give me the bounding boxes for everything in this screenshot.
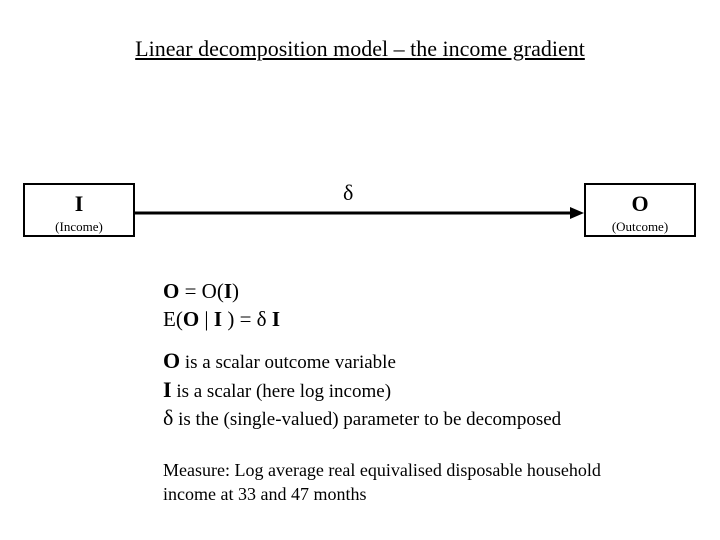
eq2-rhs: I bbox=[271, 307, 280, 331]
arrowhead-icon bbox=[570, 207, 584, 219]
eq2-mid: ) = δ bbox=[222, 307, 272, 331]
definition-delta bbox=[163, 405, 561, 433]
def-delta-symbol: δ bbox=[163, 405, 174, 430]
eq1-lhs: O bbox=[163, 279, 180, 303]
eq2-o: O bbox=[182, 307, 200, 331]
eq2-i: I bbox=[213, 307, 223, 331]
def-i-text: is a scalar (here log income) bbox=[171, 381, 392, 402]
equation-2 bbox=[163, 306, 280, 332]
outcome-label: (Outcome) bbox=[611, 219, 669, 234]
eq1-end: ) bbox=[232, 279, 240, 303]
eq2-pre: E( bbox=[163, 307, 183, 331]
def-o-text: is a scalar outcome variable bbox=[180, 352, 396, 373]
measure-line-1: Measure: Log average real equivalised disposable household bbox=[163, 460, 601, 480]
income-symbol: I bbox=[74, 191, 84, 216]
measure-line-2: income at 33 and 47 months bbox=[163, 484, 367, 504]
definition-income bbox=[163, 377, 391, 405]
equation-1 bbox=[163, 278, 239, 304]
def-delta-text: is the (single-valued) parameter to be decomposed bbox=[173, 409, 562, 430]
income-label: (Income) bbox=[55, 219, 103, 234]
outcome-box bbox=[584, 183, 696, 237]
measure-text bbox=[163, 458, 683, 506]
eq2-bar: | bbox=[199, 307, 214, 331]
eq1-mid: = O( bbox=[179, 279, 224, 303]
def-i-symbol: I bbox=[163, 377, 172, 402]
definition-outcome bbox=[163, 348, 396, 376]
eq1-arg: I bbox=[223, 279, 233, 303]
outcome-symbol: O bbox=[631, 191, 649, 216]
slide-title: Linear decomposition model – the income gradient bbox=[135, 36, 585, 61]
income-box bbox=[23, 183, 135, 237]
arrow-label-delta: δ bbox=[343, 180, 354, 205]
def-o-symbol: O bbox=[163, 348, 181, 373]
